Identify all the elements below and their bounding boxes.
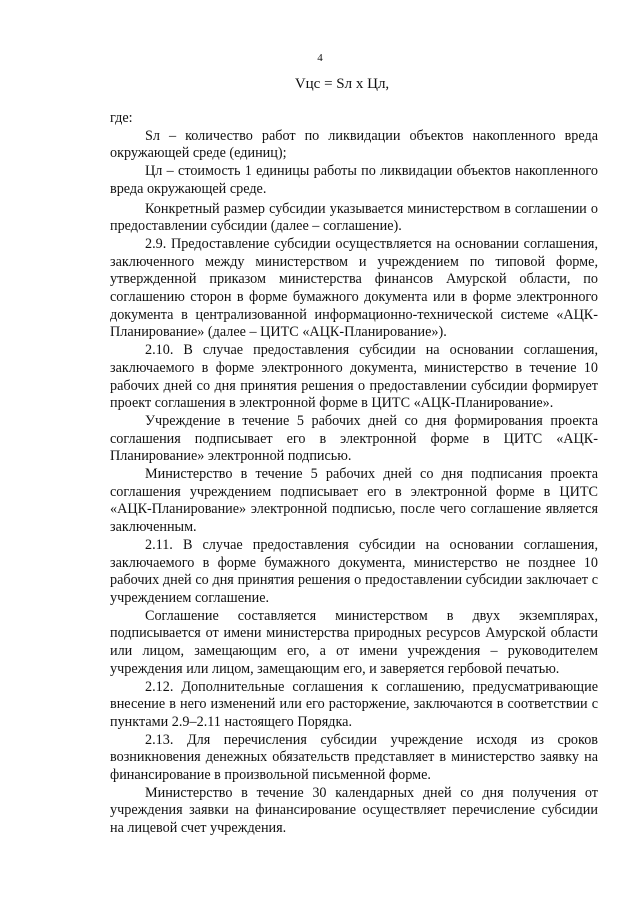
page-number: 4: [317, 52, 323, 64]
paragraph-2-10: 2.10. В случае предоставления субсидии на основании соглашения, заключаемого в форме электронного документа, министерство в течение 10 рабочих дней со дня принятия решения о предоставлении субсидии формирует проект соглашения в электронной форме в ЦИТС «АЦК-Планирование».: [110, 342, 598, 412]
subsidy-formula: Vцс = Sл х Цл,: [294, 76, 390, 92]
paragraph-2-13: 2.13. Для перечисления субсидии учреждение исходя из сроков возникновения денежных обязательств представляет в министерство заявку на финансирование в произвольной письменной форме.: [110, 731, 598, 784]
where-label: где:: [110, 110, 133, 126]
paragraph-2-9: 2.9. Предоставление субсидии осуществляется на основании соглашения, заключенного между министерством и учреждением по типовой форме, утвержденной приказом министерства финансов Амурской области, по соглашению сторон в форме бумажного документа или в форме электронного документа в централизованной информационно-технической системе «АЦК-Планирование» (далее – ЦИТС «АЦК-Планирование»).: [110, 235, 598, 341]
paragraph-ministry-signing: Министерство в течение 5 рабочих дней со дня подписания проекта соглашения учреждением подписывает его в электронной форме в ЦИТС «АЦК-Планирование» электронной подписью, после чего соглашение является заключенным.: [110, 466, 598, 536]
definition-sl: Sл – количество работ по ликвидации объектов накопленного вреда окружающей среде (единиц);: [110, 127, 598, 162]
paragraph-institution-signing: Учреждение в течение 5 рабочих дней со дня формирования проекта соглашения подписывает его в электронной форме в ЦИТС «АЦК-Планирование» электронной подписью.: [110, 412, 598, 465]
document-body: [110, 110, 598, 838]
paragraph-agreement-copies: Соглашение составляется министерством в двух экземплярах, подписывается от имени министерства природных ресурсов Амурской области или лицом, замещающим его, а от имени учреждения – руководителем учреждения или лицом, замещающим его, и заверяется гербовой печатью.: [110, 607, 598, 677]
paragraph-subsidy-amount: Конкретный размер субсидии указывается министерством в соглашении о предоставлении субсидии (далее – соглашение).: [110, 200, 598, 235]
paragraph-transfer: Министерство в течение 30 календарных дней со дня получения от учреждения заявки на финансирование осуществляет перечисление субсидии на лицевой счет учреждения.: [110, 784, 598, 837]
paragraph-2-12: 2.12. Дополнительные соглашения к соглашению, предусматривающие внесение в него изменений или его расторжение, заключаются в соответствии с пунктами 2.9–2.11 настоящего Порядка.: [110, 678, 598, 730]
paragraph-2-11: 2.11. В случае предоставления субсидии на основании соглашения, заключаемого в форме бумажного документа, министерство не позднее 10 рабочих дней со дня принятия решения о предоставлении субсидии заключает с учреждением соглашение.: [110, 536, 598, 606]
definition-cl: Цл – стоимость 1 единицы работы по ликвидации объектов накопленного вреда окружающей среде.: [110, 163, 598, 197]
